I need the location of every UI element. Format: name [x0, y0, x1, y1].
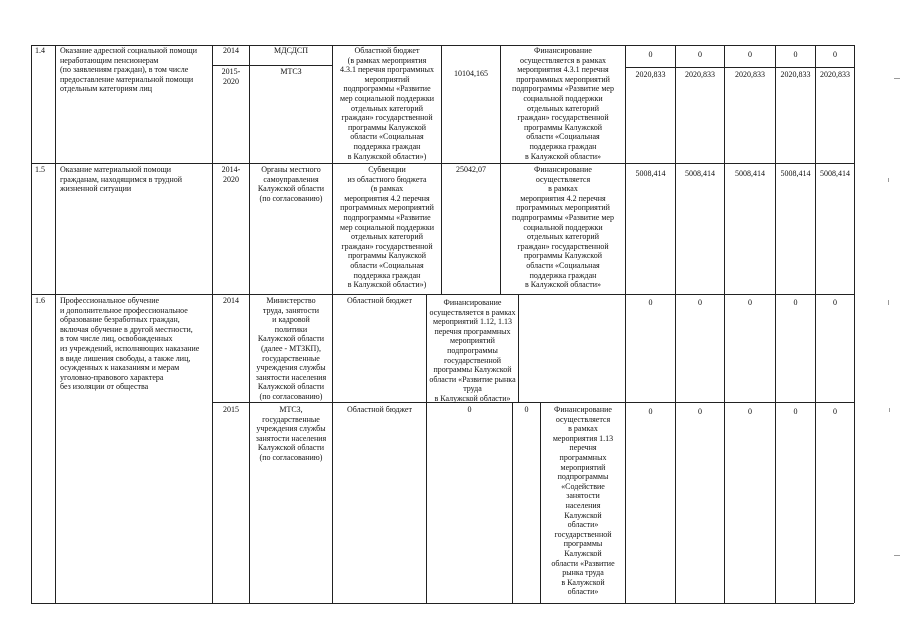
- row-1-6-2014-value-1: 0: [648, 298, 653, 307]
- row-1-6-executor-2014: Министерство труда, занятости и кадровой политики Калужской области (далее - МТЗКП), государственные учреждения службы занятости населения Калужской области (по согласованию): [255, 296, 327, 401]
- row-1-4-value-b-4: 2020,833: [780, 70, 811, 79]
- row-1-4-value-a-1: 0: [648, 50, 653, 59]
- row-1-5-value-4: 5008,414: [780, 169, 811, 178]
- row-divider-1-6: [31, 294, 854, 295]
- row-1-6-zero-2015: 0: [524, 405, 529, 414]
- row-1-6-financing-2014: Финансирование осуществляется в рамках мероприятий 1.12, 1.13 перечня программных мероприятий подпрограммы государственной программы Калужской области «Развитие рынка труда в Калужской области»: [429, 298, 516, 403]
- col-line-num: [55, 45, 56, 603]
- row-1-6-name: Профессиональное обучение и дополнительное профессиональное образование безработных граждан, включая обучение в другой местности, в том числе лиц, освобожденных из учреждений, исполняющих наказание в виде лишения свободы, а также лиц, осужденных к наказаниям и мерам уголовно-правового характера без изоляции от общества: [60, 296, 200, 392]
- row-1-6-2015-value-4: 0: [793, 407, 798, 416]
- row-1-4-value-b-5: 2020,833: [820, 70, 850, 79]
- row-1-6-number: 1.6: [35, 296, 45, 305]
- row-divider-1-4-sub: [212, 65, 332, 66]
- col-line-v1: [675, 45, 676, 603]
- row-1-6-financing-2015: Финансирование осуществляется в рамках мероприятия 1.13 перечня программных мероприятий подпрограммы «Содействие занятости населения Калужской области» государственной программы Калужской области «Развитие рынка труда в Калужской области»: [551, 405, 615, 597]
- row-1-4-year-2014: 2014: [223, 46, 239, 55]
- row-1-4-value-b-2: 2020,833: [685, 70, 715, 79]
- col-line-left: [31, 45, 32, 603]
- row-1-5-value-3: 5008,414: [735, 169, 765, 178]
- row-1-4-value-b-1: 2020,833: [635, 70, 666, 79]
- col-line-financing-end: [625, 45, 626, 603]
- row-divider-1-6-2015: [212, 402, 854, 403]
- row-1-6-year-2014: 2014: [223, 296, 239, 305]
- row-1-6-source-2015: Областной бюджет: [347, 405, 412, 414]
- row-1-6-2014-value-5: 0: [833, 298, 837, 307]
- row-1-5-value-1: 5008,414: [635, 169, 666, 178]
- row-1-6-2014-value-2: 0: [698, 298, 702, 307]
- table-border-bottom: [31, 603, 854, 604]
- scan-mark: [894, 78, 900, 79]
- col-line-financing-b: [518, 294, 519, 402]
- row-1-5-total: 25042,07: [456, 165, 486, 174]
- col-line-v3: [775, 45, 776, 603]
- row-1-5-name: Оказание материальной помощи гражданам, находящимся в трудной жизненной ситуации: [60, 165, 183, 194]
- row-1-6-source-2014: Областной бюджет: [347, 296, 412, 305]
- row-1-5-value-5: 5008,414: [820, 169, 850, 178]
- row-1-4-value-a-4: 0: [793, 50, 798, 59]
- row-1-5-year: 2014- 2020: [221, 165, 241, 184]
- row-1-4-value-a-3: 0: [748, 50, 752, 59]
- col-line-right: [854, 45, 855, 603]
- row-1-4-year-2015: 2015- 2020: [221, 67, 241, 86]
- row-1-6-total-2015: 0: [467, 405, 472, 414]
- row-1-5-financing: Финансирование осуществляется в рамках мероприятия 4.2 перечня программных мероприятий подпрограммы «Развитие мер социальной поддержки отдельных категорий граждан» государственной программы Калужской области «Социальная поддержка граждан в Калужской области»: [512, 165, 614, 290]
- scan-mark: [889, 408, 890, 412]
- row-1-5-source: Субвенции из областного бюджета (в рамках мероприятия 4.2 перечня программных мероприятий подпрограммы «Развитие мер социальной поддержки отдельных категорий граждан» государственной программы Калужской области «Социальная поддержка граждан в Калужской области»): [340, 165, 434, 290]
- row-1-4-executor-2014: МДСДСП: [273, 46, 309, 55]
- row-1-4-value-a-5: 0: [833, 50, 837, 59]
- row-1-6-year-2015: 2015: [223, 405, 239, 414]
- row-1-4-name: Оказание адресной социальной помощи неработающим пенсионерам (по заявлениям граждан), в том числе предоставление материальной помощи отдельным категориям лиц: [60, 46, 197, 94]
- col-line-total-b: [512, 402, 513, 603]
- row-1-5-executor: Органы местного самоуправления Калужской области (по согласованию): [257, 165, 325, 203]
- row-1-4-total: 10104,165: [454, 69, 488, 78]
- row-1-6-2015-value-3: 0: [748, 407, 752, 416]
- row-1-6-2015-value-1: 0: [648, 407, 653, 416]
- scan-mark: [894, 555, 900, 556]
- row-1-6-2014-value-4: 0: [793, 298, 798, 307]
- row-1-4-value-b-3: 2020,833: [735, 70, 765, 79]
- col-line-name: [212, 45, 213, 603]
- row-1-4-financing: Финансирование осуществляется в рамках мероприятия 4.3.1 перечня программных мероприятий подпрограммы «Развитие мер социальной поддержки отдельных категорий граждан» государственной программы Калужской области «Социальная поддержка граждан в Калужской области»: [512, 46, 614, 161]
- row-1-6-2015-value-5: 0: [833, 407, 837, 416]
- col-line-v4: [815, 45, 816, 603]
- scan-mark: [888, 178, 889, 182]
- row-1-5-value-2: 5008,414: [685, 169, 715, 178]
- scan-mark: [888, 300, 889, 305]
- row-divider-1-4-values: [625, 67, 854, 68]
- row-1-4-number: 1.4: [35, 46, 45, 55]
- row-1-5-number: 1.5: [35, 165, 45, 174]
- row-1-6-executor-2015: МТСЗ, государственные учреждения службы занятости населения Калужской области (по согласованию): [255, 405, 327, 462]
- row-1-4-executor-2015: МТСЗ: [280, 67, 302, 76]
- row-1-6-2014-value-3: 0: [748, 298, 752, 307]
- row-1-6-2015-value-2: 0: [698, 407, 702, 416]
- row-1-4-value-a-2: 0: [698, 50, 702, 59]
- row-divider-1-5: [31, 163, 854, 164]
- row-1-4-source: Областной бюджет (в рамках мероприятия 4.3.1 перечня программных мероприятий подпрограммы «Развитие мер социальной поддержки отдельных категорий граждан» государственной программы Калужской области «Социальная поддержка граждан в Калужской области»): [339, 46, 435, 161]
- col-line-v2: [724, 45, 725, 603]
